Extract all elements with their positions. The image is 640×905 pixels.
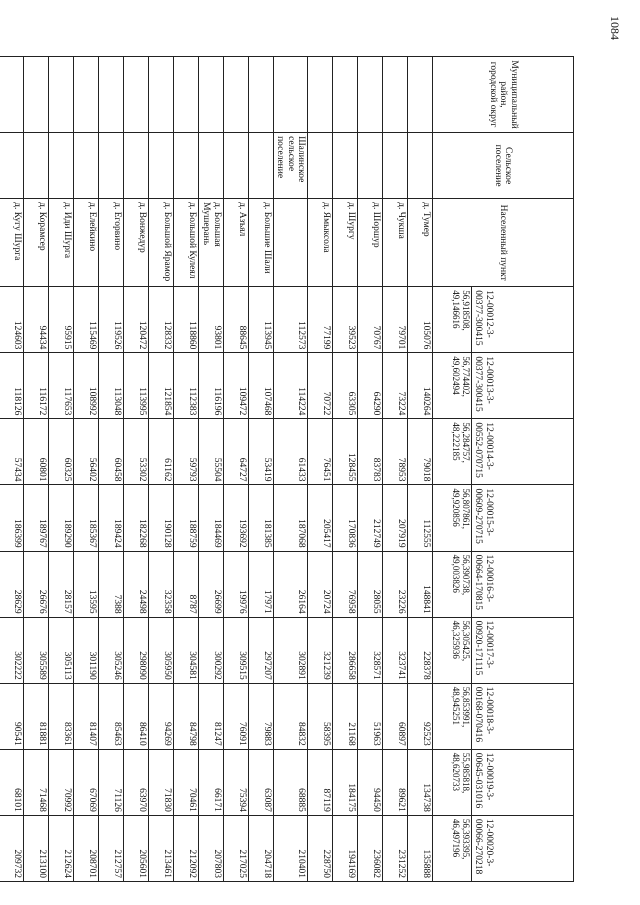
value-cell: 94450 xyxy=(358,749,383,815)
district-cell xyxy=(48,57,73,133)
value-cell: 60325 xyxy=(48,419,73,485)
settlement-cell xyxy=(0,133,23,199)
settlement-cell xyxy=(333,133,358,199)
settlement-cell xyxy=(198,133,223,199)
settlement-cell: Шалинское сельское поселение xyxy=(273,133,307,199)
locality-cell: д. Азъял xyxy=(223,199,248,287)
table-row xyxy=(48,57,73,882)
value-cell: 190128 xyxy=(148,485,173,551)
value-cell: 56402 xyxy=(73,419,98,485)
value-cell: 89621 xyxy=(383,749,408,815)
table-row xyxy=(23,57,48,882)
table-row xyxy=(148,57,173,882)
value-cell: 148841 xyxy=(408,551,433,617)
value-cell: 328571 xyxy=(358,617,383,683)
value-cell: 105076 xyxy=(408,287,433,353)
value-cell: 67069 xyxy=(73,749,98,815)
value-cell: 304581 xyxy=(173,617,198,683)
value-cell: 76451 xyxy=(308,419,333,485)
value-cell: 113945 xyxy=(248,287,273,353)
value-cell: 113995 xyxy=(123,353,148,419)
value-cell: 119526 xyxy=(98,287,123,353)
value-cell: 94269 xyxy=(148,683,173,749)
table-row xyxy=(0,57,23,882)
settlement-cell xyxy=(48,133,73,199)
value-cell: 20724 xyxy=(308,551,333,617)
value-cell: 213100 xyxy=(23,815,48,881)
value-cell: 207919 xyxy=(383,485,408,551)
value-cell: 57434 xyxy=(0,419,23,485)
table-row xyxy=(273,57,307,882)
locality-cell: д. Кугу Шурга xyxy=(0,199,23,287)
value-cell: 79883 xyxy=(248,683,273,749)
value-cell: 181385 xyxy=(248,485,273,551)
table-row xyxy=(248,57,273,882)
coords-cell: 56,393395, 46,497196 xyxy=(433,815,472,881)
value-cell: 298090 xyxy=(123,617,148,683)
header-district: Муниципальный район, городской округ xyxy=(433,57,574,133)
value-cell: 84832 xyxy=(273,683,307,749)
value-cell: 86410 xyxy=(123,683,148,749)
value-cell: 112573 xyxy=(273,287,307,353)
value-cell: 61433 xyxy=(273,419,307,485)
locality-cell xyxy=(273,199,307,287)
coords-cell: 56,853991, 48,945251 xyxy=(433,683,472,749)
value-cell: 115469 xyxy=(73,287,98,353)
district-cell xyxy=(148,57,173,133)
value-cell: 120472 xyxy=(123,287,148,353)
district-cell xyxy=(123,57,148,133)
code-header-cell: 12-00013-3-00377-300415 xyxy=(472,353,574,419)
value-cell: 39523 xyxy=(333,287,358,353)
settlement-cell xyxy=(248,133,273,199)
code-header-cell: 12-00016-3-00664-170815 xyxy=(472,551,574,617)
value-cell: 170836 xyxy=(333,485,358,551)
locality-cell: д. Елейкино xyxy=(73,199,98,287)
value-cell: 212749 xyxy=(358,485,383,551)
code-header-cell: 12-00014-3-00552-070715 xyxy=(472,419,574,485)
value-cell: 70767 xyxy=(358,287,383,353)
value-cell: 59793 xyxy=(173,419,198,485)
value-cell: 53419 xyxy=(248,419,273,485)
code-header-cell: 12-00018-3-00168-070416 xyxy=(472,683,574,749)
value-cell: 193692 xyxy=(223,485,248,551)
code-header-cell: 12-00017-3-00920-171115 xyxy=(472,617,574,683)
value-cell: 185367 xyxy=(73,485,98,551)
value-cell: 71126 xyxy=(98,749,123,815)
value-cell: 204718 xyxy=(248,815,273,881)
value-cell: 70461 xyxy=(173,749,198,815)
settlement-cell xyxy=(308,133,333,199)
value-cell: 118860 xyxy=(173,287,198,353)
value-cell: 189424 xyxy=(98,485,123,551)
value-cell: 81407 xyxy=(73,683,98,749)
value-cell: 64290 xyxy=(358,353,383,419)
value-cell: 188759 xyxy=(173,485,198,551)
value-cell: 26676 xyxy=(23,551,48,617)
locality-cell: д. Шоршур xyxy=(358,199,383,287)
value-cell: 134738 xyxy=(408,749,433,815)
value-cell: 13595 xyxy=(73,551,98,617)
value-cell: 112383 xyxy=(173,353,198,419)
district-cell xyxy=(73,57,98,133)
value-cell: 84798 xyxy=(173,683,198,749)
locality-cell: д. Иди Шурга xyxy=(48,199,73,287)
value-cell: 75394 xyxy=(223,749,248,815)
value-cell: 212092 xyxy=(173,815,198,881)
locality-cell: д. Большой Ярамор xyxy=(148,199,173,287)
locality-cell: д. Ямыксола xyxy=(308,199,333,287)
value-cell: 19976 xyxy=(223,551,248,617)
locality-cell: д. Вонжедур xyxy=(123,199,148,287)
value-cell: 94434 xyxy=(23,287,48,353)
value-cell: 189767 xyxy=(23,485,48,551)
data-table xyxy=(0,56,574,882)
value-cell: 23226 xyxy=(383,551,408,617)
value-cell: 93801 xyxy=(198,287,223,353)
value-cell: 68885 xyxy=(273,749,307,815)
value-cell: 116172 xyxy=(23,353,48,419)
table-row xyxy=(198,57,223,882)
district-cell xyxy=(408,57,433,133)
value-cell: 140264 xyxy=(408,353,433,419)
value-cell: 323741 xyxy=(383,617,408,683)
value-cell: 305113 xyxy=(48,617,73,683)
value-cell: 301190 xyxy=(73,617,98,683)
value-cell: 78953 xyxy=(383,419,408,485)
value-cell: 302891 xyxy=(273,617,307,683)
value-cell: 55504 xyxy=(198,419,223,485)
header-settlement: Сельское поселение xyxy=(433,133,574,199)
value-cell: 128332 xyxy=(148,287,173,353)
page-number: 1084 xyxy=(608,16,622,40)
district-cell xyxy=(308,57,333,133)
value-cell: 205417 xyxy=(308,485,333,551)
table-row xyxy=(73,57,98,882)
value-cell: 81881 xyxy=(23,683,48,749)
value-cell: 184469 xyxy=(198,485,223,551)
value-cell: 228378 xyxy=(408,617,433,683)
value-cell: 305246 xyxy=(98,617,123,683)
value-cell: 60897 xyxy=(383,683,408,749)
coords-cell: 56,305425, 46,325936 xyxy=(433,617,472,683)
coords-cell: 56,284757, 48,222185 xyxy=(433,419,472,485)
coords-cell: 56,807861, 49,920856 xyxy=(433,485,472,551)
table-row xyxy=(358,57,383,882)
value-cell: 297207 xyxy=(248,617,273,683)
value-cell: 205601 xyxy=(123,815,148,881)
value-cell: 286658 xyxy=(333,617,358,683)
district-cell xyxy=(273,57,307,133)
locality-cell: д. Большая Мушерань xyxy=(198,199,223,287)
locality-cell: д. Большие Шали xyxy=(248,199,273,287)
value-cell: 186399 xyxy=(0,485,23,551)
value-cell: 107468 xyxy=(248,353,273,419)
value-cell: 118126 xyxy=(0,353,23,419)
value-cell: 63970 xyxy=(123,749,148,815)
settlement-cell xyxy=(73,133,98,199)
value-cell: 63305 xyxy=(333,353,358,419)
value-cell: 79701 xyxy=(383,287,408,353)
value-cell: 60801 xyxy=(23,419,48,485)
value-cell: 60458 xyxy=(98,419,123,485)
locality-cell: д. Чукша xyxy=(383,199,408,287)
value-cell: 26699 xyxy=(198,551,223,617)
settlement-cell xyxy=(123,133,148,199)
value-cell: 309515 xyxy=(223,617,248,683)
value-cell: 28629 xyxy=(0,551,23,617)
value-cell: 64727 xyxy=(223,419,248,485)
value-cell: 189290 xyxy=(48,485,73,551)
settlement-cell xyxy=(173,133,198,199)
table-row xyxy=(123,57,148,882)
value-cell: 24498 xyxy=(123,551,148,617)
settlement-cell xyxy=(358,133,383,199)
value-cell: 79018 xyxy=(408,419,433,485)
value-cell: 66171 xyxy=(198,749,223,815)
value-cell: 184175 xyxy=(333,749,358,815)
table-row xyxy=(383,57,408,882)
value-cell: 88645 xyxy=(223,287,248,353)
value-cell: 109472 xyxy=(223,353,248,419)
value-cell: 212757 xyxy=(98,815,123,881)
value-cell: 68101 xyxy=(0,749,23,815)
value-cell: 210401 xyxy=(273,815,307,881)
value-cell: 135888 xyxy=(408,815,433,881)
value-cell: 17971 xyxy=(248,551,273,617)
locality-cell: д. Шургу xyxy=(333,199,358,287)
value-cell: 213461 xyxy=(148,815,173,881)
value-cell: 212624 xyxy=(48,815,73,881)
value-cell: 70992 xyxy=(48,749,73,815)
district-cell xyxy=(173,57,198,133)
value-cell: 228750 xyxy=(308,815,333,881)
value-cell: 114224 xyxy=(273,353,307,419)
value-cell: 90541 xyxy=(0,683,23,749)
value-cell: 73224 xyxy=(383,353,408,419)
table-container xyxy=(11,56,574,882)
header-locality: Населенный пункт xyxy=(433,199,574,287)
value-cell: 32358 xyxy=(148,551,173,617)
value-cell: 70722 xyxy=(308,353,333,419)
value-cell: 209732 xyxy=(0,815,23,881)
header-row xyxy=(472,57,574,882)
code-header-cell: 12-00020-3-00066-270218 xyxy=(472,815,574,881)
locality-cell: д. Егорвино xyxy=(98,199,123,287)
value-cell: 116196 xyxy=(198,353,223,419)
settlement-cell xyxy=(408,133,433,199)
value-cell: 121854 xyxy=(148,353,173,419)
settlement-cell xyxy=(223,133,248,199)
settlement-cell xyxy=(98,133,123,199)
value-cell: 300292 xyxy=(198,617,223,683)
value-cell: 71830 xyxy=(148,749,173,815)
value-cell: 51963 xyxy=(358,683,383,749)
coords-cell: 56,774402, 49,602494 xyxy=(433,353,472,419)
coords-cell: 56,918508, 49,146616 xyxy=(433,287,472,353)
value-cell: 61162 xyxy=(148,419,173,485)
district-cell xyxy=(333,57,358,133)
value-cell: 87119 xyxy=(308,749,333,815)
value-cell: 112555 xyxy=(408,485,433,551)
value-cell: 77199 xyxy=(308,287,333,353)
value-cell: 83361 xyxy=(48,683,73,749)
value-cell: 194169 xyxy=(333,815,358,881)
value-cell: 95915 xyxy=(48,287,73,353)
value-cell: 305950 xyxy=(148,617,173,683)
district-cell xyxy=(0,57,23,133)
value-cell: 231252 xyxy=(383,815,408,881)
value-cell: 8787 xyxy=(173,551,198,617)
value-cell: 182268 xyxy=(123,485,148,551)
rotated-table-frame xyxy=(11,56,574,882)
table-row xyxy=(408,57,433,882)
value-cell: 187068 xyxy=(273,485,307,551)
value-cell: 128455 xyxy=(333,419,358,485)
value-cell: 58395 xyxy=(308,683,333,749)
value-cell: 124603 xyxy=(0,287,23,353)
value-cell: 7388 xyxy=(98,551,123,617)
table-row xyxy=(223,57,248,882)
value-cell: 305589 xyxy=(23,617,48,683)
value-cell: 76958 xyxy=(333,551,358,617)
value-cell: 81247 xyxy=(198,683,223,749)
district-cell xyxy=(98,57,123,133)
value-cell: 108992 xyxy=(73,353,98,419)
district-cell xyxy=(223,57,248,133)
settlement-cell xyxy=(148,133,173,199)
value-cell: 92523 xyxy=(408,683,433,749)
table-row xyxy=(98,57,123,882)
code-header-cell: 12-00012-3-00377-300415 xyxy=(472,287,574,353)
settlement-cell xyxy=(383,133,408,199)
value-cell: 236082 xyxy=(358,815,383,881)
value-cell: 217025 xyxy=(223,815,248,881)
district-cell xyxy=(248,57,273,133)
code-header-cell: 12-00015-3-00609-270715 xyxy=(472,485,574,551)
value-cell: 71468 xyxy=(23,749,48,815)
value-cell: 28157 xyxy=(48,551,73,617)
code-header-cell: 12-00019-3-00645-031016 xyxy=(472,749,574,815)
value-cell: 26164 xyxy=(273,551,307,617)
district-cell xyxy=(358,57,383,133)
settlement-cell xyxy=(23,133,48,199)
table-row xyxy=(308,57,333,882)
value-cell: 53302 xyxy=(123,419,148,485)
locality-cell: д. Большой Кулеял xyxy=(173,199,198,287)
district-cell xyxy=(383,57,408,133)
value-cell: 302222 xyxy=(0,617,23,683)
value-cell: 117653 xyxy=(48,353,73,419)
value-cell: 85463 xyxy=(98,683,123,749)
coords-cell: 55,985818, 48,620733 xyxy=(433,749,472,815)
value-cell: 207803 xyxy=(198,815,223,881)
value-cell: 28055 xyxy=(358,551,383,617)
value-cell: 63087 xyxy=(248,749,273,815)
value-cell: 21168 xyxy=(333,683,358,749)
value-cell: 113048 xyxy=(98,353,123,419)
district-cell xyxy=(23,57,48,133)
value-cell: 321239 xyxy=(308,617,333,683)
table-row xyxy=(333,57,358,882)
value-cell: 83783 xyxy=(358,419,383,485)
value-cell: 76091 xyxy=(223,683,248,749)
coords-cell: 56,390738, 49,003826 xyxy=(433,551,472,617)
locality-cell: д. Корамсер xyxy=(23,199,48,287)
table-row xyxy=(173,57,198,882)
district-cell xyxy=(198,57,223,133)
value-cell: 208701 xyxy=(73,815,98,881)
locality-cell: д. Тумер xyxy=(408,199,433,287)
